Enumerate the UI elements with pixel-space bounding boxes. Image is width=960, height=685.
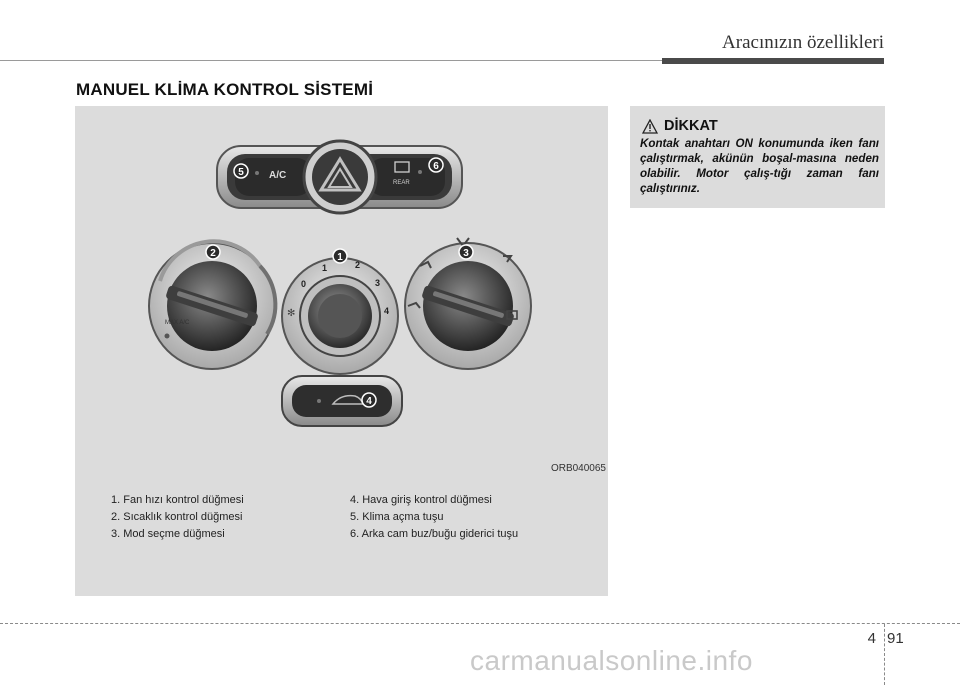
callout-5 xyxy=(234,164,248,178)
legend-left xyxy=(111,492,244,543)
chapter-number: 4 xyxy=(867,630,876,647)
hazard-button[interactable] xyxy=(304,141,376,213)
temperature-knob[interactable] xyxy=(149,241,275,369)
max-ac-label: MAX A/C xyxy=(165,320,190,326)
svg-text:2: 2 xyxy=(210,248,216,259)
ac-button[interactable] xyxy=(235,158,311,196)
rear-label: REAR xyxy=(393,180,410,186)
fan-label-1: 1 xyxy=(322,263,328,273)
fan-label-4: 4 xyxy=(384,306,390,316)
warning-triangle-icon xyxy=(642,119,658,134)
svg-text:3: 3 xyxy=(463,248,469,259)
callout-4 xyxy=(362,393,376,407)
fan-label-3: 3 xyxy=(375,278,381,288)
ac-label: A/C xyxy=(269,170,287,181)
caution-title: DİKKAT xyxy=(664,118,718,134)
svg-text:5: 5 xyxy=(238,167,244,178)
figure-panel xyxy=(75,106,608,596)
fan-speed-knob[interactable] xyxy=(282,258,398,374)
header-rule xyxy=(0,60,662,61)
fan-icon: ✻ xyxy=(287,308,296,319)
legend-item: 4. Hava giriş kontrol düğmesi xyxy=(350,494,492,506)
svg-text:4: 4 xyxy=(366,396,372,407)
callout-1 xyxy=(333,249,347,263)
footer-rule xyxy=(0,623,960,624)
svg-text:1: 1 xyxy=(337,252,343,263)
callout-6 xyxy=(429,158,443,172)
legend-item: 2. Sıcaklık kontrol düğmesi xyxy=(111,511,243,523)
figure-code: ORB040065 xyxy=(550,463,606,474)
header-bar xyxy=(662,58,884,64)
legend-item: 1. Fan hızı kontrol düğmesi xyxy=(111,494,244,506)
legend-item: 5. Klima açma tuşu xyxy=(350,511,444,523)
page-heading: MANUEL KLİMA KONTROL SİSTEMİ xyxy=(76,80,374,99)
fan-label-2: 2 xyxy=(355,260,361,270)
legend-item: 6. Arka cam buz/buğu giderici tuşu xyxy=(350,528,519,540)
fan-label-0: 0 xyxy=(301,279,307,289)
callout-3 xyxy=(459,245,473,259)
page-number: 91 xyxy=(887,630,904,647)
caution-box xyxy=(630,106,885,208)
callout-2 xyxy=(206,245,220,259)
caution-header xyxy=(642,116,718,136)
air-intake-button[interactable] xyxy=(282,376,402,426)
climate-control-illustration xyxy=(75,106,608,461)
legend-item: 3. Mod seçme düğmesi xyxy=(111,528,225,540)
footer-divider xyxy=(884,624,885,685)
watermark: carmanualsonline.info xyxy=(470,645,753,676)
caution-text: Kontak anahtarı ON konumunda iken fanı çalıştırmak, akünün boşal-masına neden olabilir. Motor çalış-tığı zaman fanı çalıştırınız. xyxy=(640,137,879,195)
legend-right xyxy=(350,492,518,543)
svg-text:6: 6 xyxy=(433,161,439,172)
section-title: Aracınızın özellikleri xyxy=(722,32,884,53)
